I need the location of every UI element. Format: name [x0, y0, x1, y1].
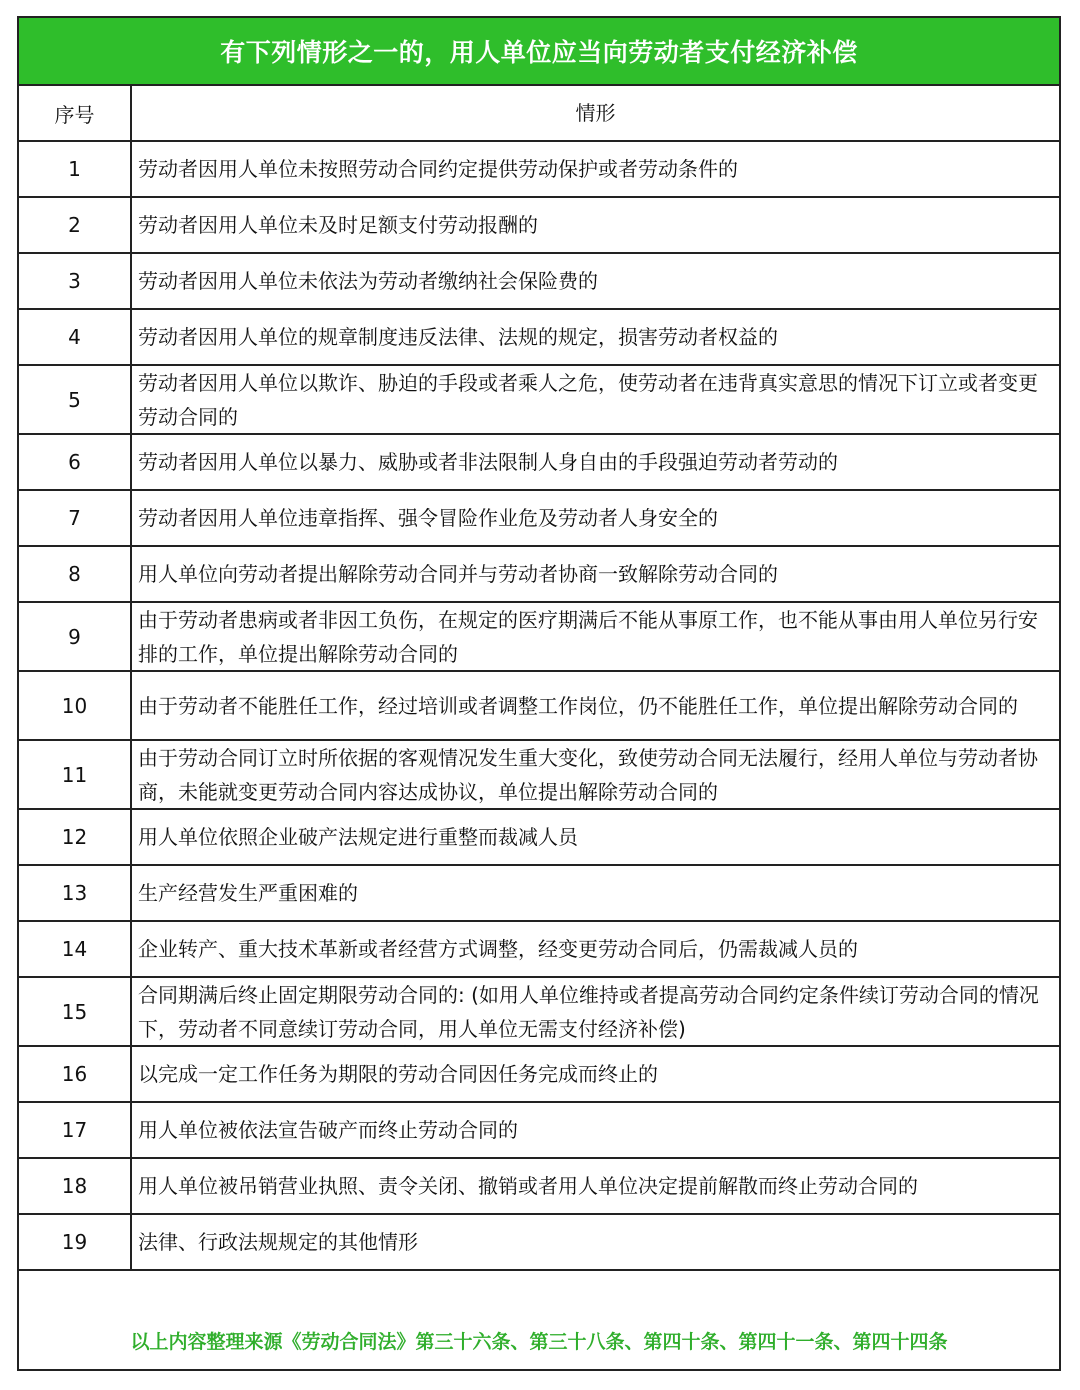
- row-situation: 劳动者因用人单位未按照劳动合同约定提供劳动保护或者劳动条件的: [138, 157, 738, 181]
- table-row: [19, 810, 1059, 866]
- row-number: 5: [19, 366, 132, 433]
- table-row: [19, 922, 1059, 978]
- row-number: 2: [19, 198, 132, 252]
- row-number: 1: [19, 142, 132, 196]
- table-row: [19, 603, 1059, 672]
- compensation-table: [17, 16, 1061, 1371]
- row-situation: 劳动者因用人单位未及时足额支付劳动报酬的: [138, 213, 538, 237]
- row-situation: 劳动者因用人单位的规章制度违反法律、法规的规定，损害劳动者权益的: [138, 325, 778, 349]
- row-situation: 用人单位被吊销营业执照、责令关闭、撤销或者用人单位决定提前解散而终止劳动合同的: [138, 1174, 918, 1198]
- row-situation: 企业转产、重大技术革新或者经营方式调整，经变更劳动合同后，仍需裁减人员的: [138, 937, 858, 961]
- header-number: 序号: [19, 86, 132, 140]
- row-number: 16: [19, 1047, 132, 1101]
- row-number: 17: [19, 1103, 132, 1157]
- row-number: 18: [19, 1159, 132, 1213]
- table-row: [19, 672, 1059, 741]
- table-row: [19, 741, 1059, 810]
- row-situation: 由于劳动合同订立时所依据的客观情况发生重大变化，致使劳动合同无法履行，经用人单位与劳动者协商，未能就变更劳动合同内容达成协议，单位提出解除劳动合同的: [138, 745, 1038, 804]
- row-situation: 用人单位被依法宣告破产而终止劳动合同的: [138, 1118, 518, 1142]
- row-number: 6: [19, 435, 132, 489]
- table-row: [19, 1047, 1059, 1103]
- row-situation: 以完成一定工作任务为期限的劳动合同因任务完成而终止的: [138, 1062, 658, 1086]
- source-note: 以上内容整理来源《劳动合同法》第三十六条、第三十八条、第四十条、第四十一条、第四十四条: [130, 1330, 948, 1353]
- table-row: [19, 866, 1059, 922]
- row-situation: 劳动者因用人单位以欺诈、胁迫的手段或者乘人之危，使劳动者在违背真实意思的情况下订立或者变更劳动合同的: [138, 370, 1038, 429]
- row-situation: 合同期满后终止固定期限劳动合同的: (如用人单位维持或者提高劳动合同约定条件续订劳动合同的情况下，劳动者不同意续订劳动合同，用人单位无需支付经济补偿): [138, 982, 1039, 1041]
- row-number: 13: [19, 866, 132, 920]
- row-situation: 劳动者因用人单位违章指挥、强令冒险作业危及劳动者人身安全的: [138, 506, 718, 530]
- row-number: 14: [19, 922, 132, 976]
- row-number: 12: [19, 810, 132, 864]
- table-row: [19, 142, 1059, 198]
- table-row: [19, 435, 1059, 491]
- header-situation: 情形: [575, 101, 616, 125]
- row-number: 8: [19, 547, 132, 601]
- row-number: 10: [19, 672, 132, 739]
- row-number: 7: [19, 491, 132, 545]
- row-situation: 劳动者因用人单位未依法为劳动者缴纳社会保险费的: [138, 269, 598, 293]
- row-situation: 由于劳动者患病或者非因工负伤，在规定的医疗期满后不能从事原工作，也不能从事由用人单位另行安排的工作，单位提出解除劳动合同的: [138, 607, 1038, 666]
- table-row: [19, 366, 1059, 435]
- row-situation: 由于劳动者不能胜任工作，经过培训或者调整工作岗位，仍不能胜任工作，单位提出解除劳动合同的: [138, 693, 1018, 718]
- table-row: [19, 198, 1059, 254]
- row-number: 19: [19, 1215, 132, 1269]
- table-row: [19, 254, 1059, 310]
- table-row: [19, 1103, 1059, 1159]
- row-number: 4: [19, 310, 132, 364]
- table-row: [19, 491, 1059, 547]
- row-number: 3: [19, 254, 132, 308]
- row-situation: 用人单位依照企业破产法规定进行重整而裁减人员: [138, 825, 578, 849]
- row-situation: 生产经营发生严重困难的: [138, 881, 358, 905]
- row-number: 15: [19, 978, 132, 1045]
- row-number: 9: [19, 603, 132, 670]
- table-row: [19, 310, 1059, 366]
- row-situation: 用人单位向劳动者提出解除劳动合同并与劳动者协商一致解除劳动合同的: [138, 562, 778, 586]
- table-row: [19, 547, 1059, 603]
- table-row: [19, 1159, 1059, 1215]
- table-row: [19, 1215, 1059, 1271]
- table-title: 有下列情形之一的，用人单位应当向劳动者支付经济补偿: [19, 18, 1059, 86]
- row-number: 11: [19, 741, 132, 808]
- table-row: [19, 978, 1059, 1047]
- table-header-row: [19, 86, 1059, 142]
- row-situation: 法律、行政法规规定的其他情形: [138, 1230, 418, 1254]
- row-situation: 劳动者因用人单位以暴力、威胁或者非法限制人身自由的手段强迫劳动者劳动的: [138, 450, 838, 474]
